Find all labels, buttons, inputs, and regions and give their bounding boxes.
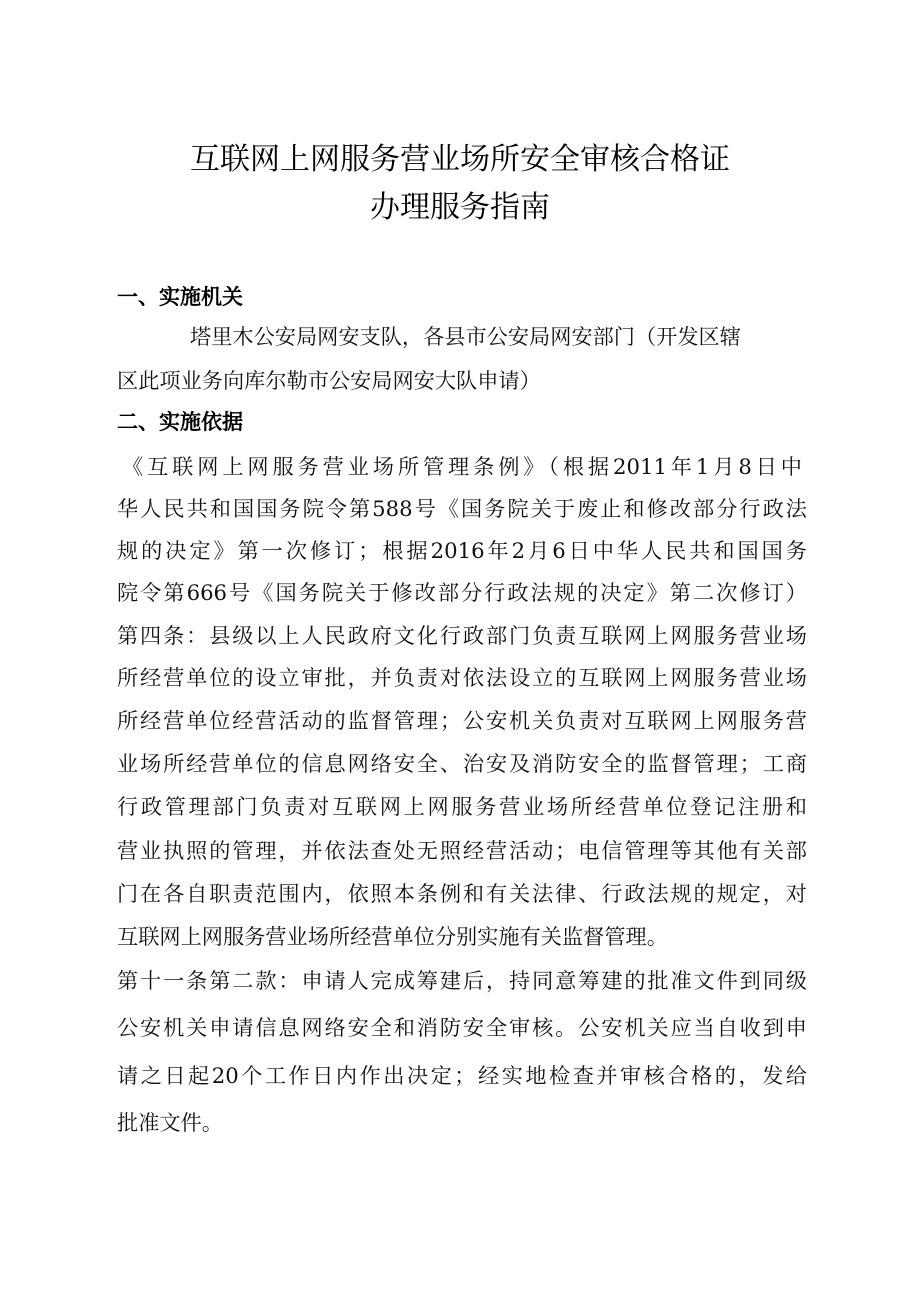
paragraph-line: 互联网上网服务营业场所经营单位分别实施有关监督管理。 [117,924,668,949]
section-heading-implementing-authority: 一、实施机关 [117,285,243,309]
paragraph-line: 营业执照的管理，并依法查处无照经营活动；电信管理等其他有关部 [117,838,807,863]
paragraph-line: 院令第666号《国务院关于修改部分行政法规的决定》第二次修订） [117,580,807,605]
document-title-line2: 办理服务指南 [370,190,550,225]
paragraph-line: 规的决定》第一次修订；根据2016年2月6日中华人民共和国国务 [117,538,807,563]
paragraph-line: 第十一条第二款：申请人完成筹建后，持同意筹建的批准文件到同级 [117,968,807,993]
paragraph-line: 所经营单位经营活动的监督管理；公安机关负责对互联网上网服务营 [117,708,807,733]
section-heading-legal-basis: 二、实施依据 [117,410,243,434]
paragraph-line: 所经营单位的设立审批，并负责对依法设立的互联网上网服务营业场 [117,665,807,690]
paragraph-line: 门在各自职责范围内，依照本条例和有关法律、行政法规的规定，对 [117,881,807,906]
paragraph-line: 批准文件。 [117,1110,223,1135]
document-title-line1: 互联网上网服务营业场所安全审核合格证 [190,142,730,177]
paragraph-line: 《互联网上网服务营业场所管理条例》（根据2011年1月8日中 [122,454,802,479]
paragraph-line: 区此项业务向库尔勒市公安局网安大队申请） [117,368,541,393]
paragraph-line: 行政管理部门负责对互联网上网服务营业场所经营单位登记注册和 [117,794,807,819]
paragraph-line: 第四条：县级以上人民政府文化行政部门负责互联网上网服务营业场 [117,623,807,648]
paragraph-line: 华人民共和国国务院令第588号《国务院关于废止和修改部分行政法 [117,496,807,521]
paragraph-line: 公安机关申请信息网络安全和消防安全审核。公安机关应当自收到申 [117,1015,807,1040]
paragraph-line: 请之日起20个工作日内作出决定；经实地检查并审核合格的，发给 [117,1063,807,1088]
paragraph-line: 业场所经营单位的信息网络安全、治安及消防安全的监督管理；工商 [117,751,807,776]
paragraph-line: 塔里木公安局网安支队，各县市公安局网安部门（开发区辖 [190,324,741,349]
